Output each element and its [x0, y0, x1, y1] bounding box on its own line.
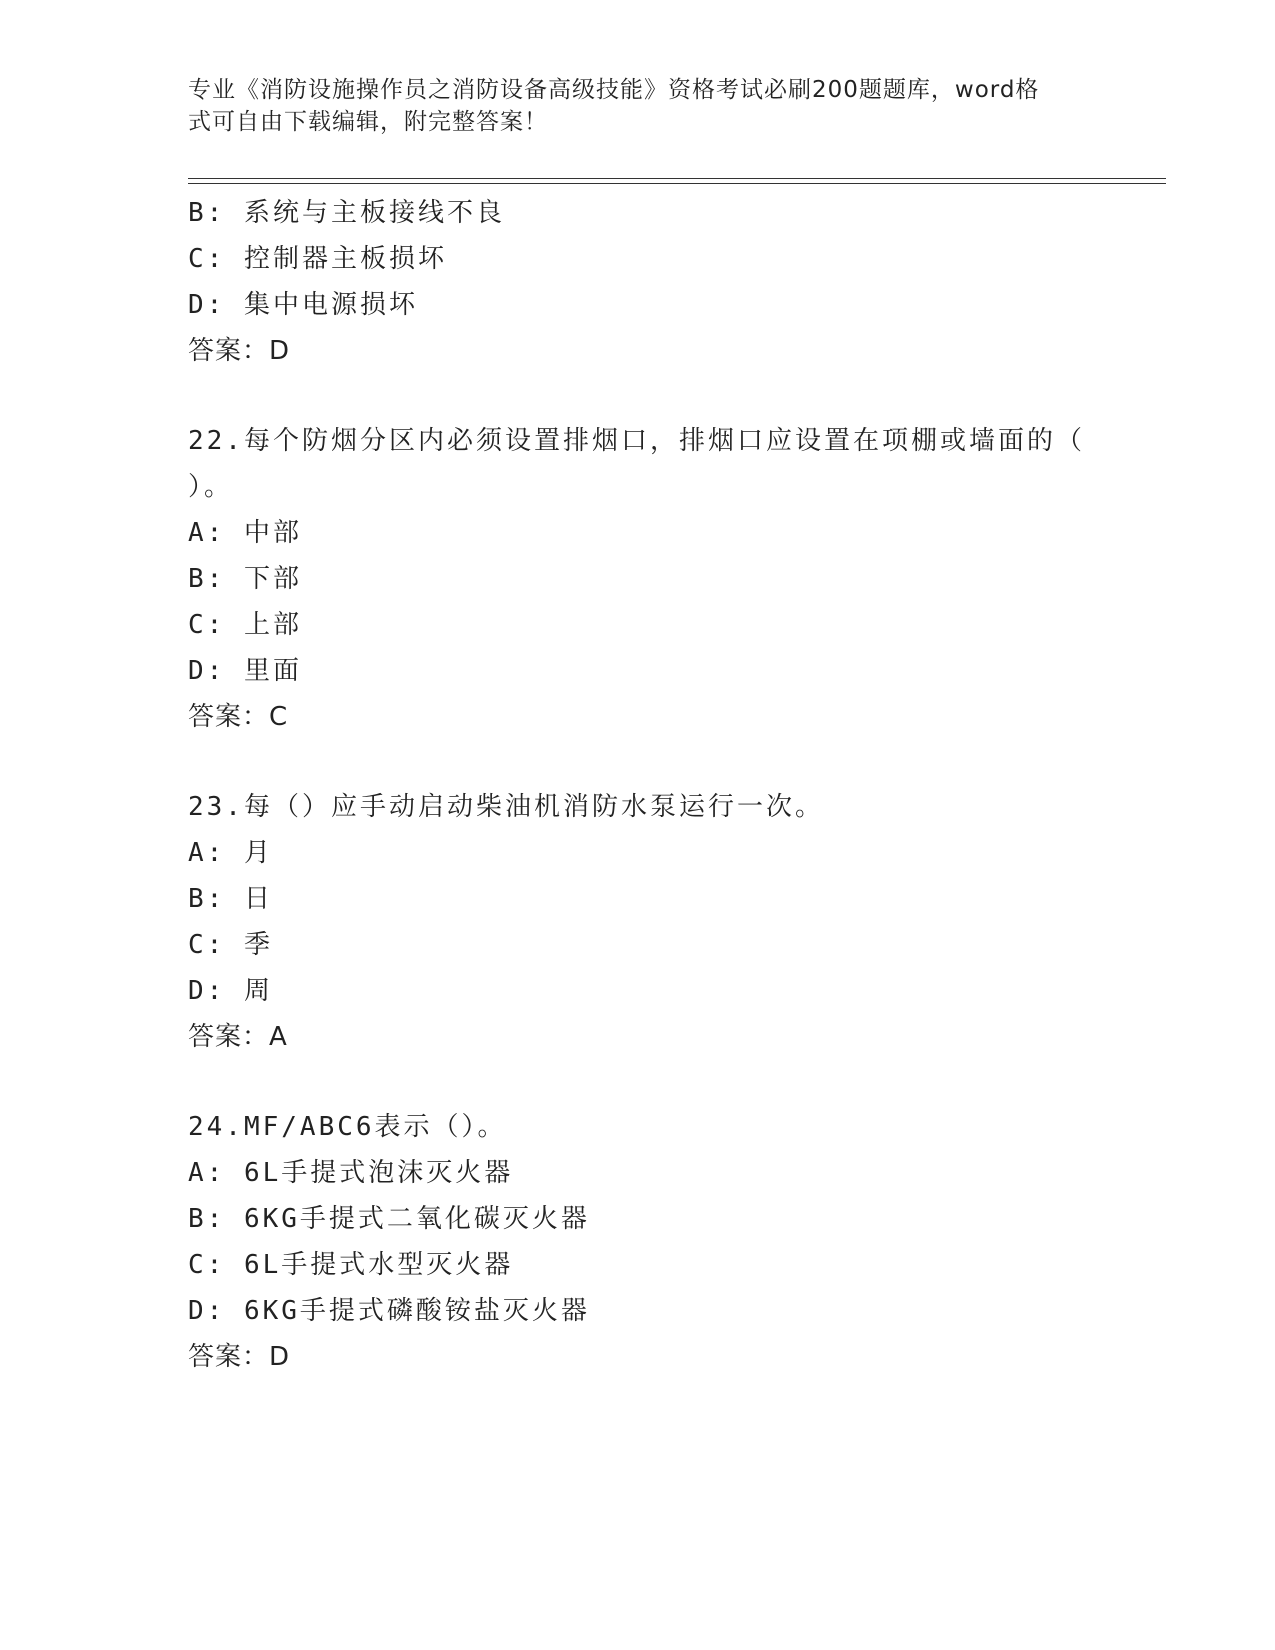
- question-21-tail: [188, 190, 1088, 374]
- question-24: [188, 1104, 1088, 1380]
- header-line-1: 专业《消防设施操作员之消防设备高级技能》资格考试必刷200题题库，word格: [188, 77, 1040, 103]
- answer-label: 答案：D: [188, 336, 291, 366]
- answer-label: 答案：A: [188, 1022, 288, 1052]
- document-header: [188, 74, 1068, 138]
- option-a: A: 中部: [188, 518, 302, 548]
- option-d: D: 里面: [188, 656, 302, 686]
- option-d: D: 6KG手提式磷酸铵盐灭火器: [188, 1296, 590, 1326]
- question-stem-continued: ）。: [188, 472, 234, 502]
- question-spacer: [188, 374, 1088, 418]
- header-divider-bottom: [188, 183, 1166, 184]
- answer-label: 答案：D: [188, 1342, 291, 1372]
- option-c: C: 控制器主板损坏: [188, 244, 447, 274]
- option-b: B: 6KG手提式二氧化碳灭火器: [188, 1204, 590, 1234]
- option-d: D: 集中电源损坏: [188, 290, 418, 320]
- option-d: D: 周: [188, 976, 273, 1006]
- option-c: C: 季: [188, 930, 273, 960]
- question-spacer: [188, 1060, 1088, 1104]
- option-b: B: 下部: [188, 564, 302, 594]
- option-c: C: 6L手提式水型灭火器: [188, 1250, 514, 1280]
- header-divider-top: [188, 178, 1166, 179]
- option-b: B: 系统与主板接线不良: [188, 198, 505, 228]
- option-a: A: 6L手提式泡沫灭火器: [188, 1158, 514, 1188]
- question-23: [188, 784, 1088, 1060]
- question-stem: 22.每个防烟分区内必须设置排烟口，排烟口应设置在项棚或墙面的（: [188, 426, 1085, 456]
- question-list: [188, 190, 1088, 1380]
- option-c: C: 上部: [188, 610, 302, 640]
- question-stem: 24.MF/ABC6表示（）。: [188, 1112, 507, 1142]
- option-a: A: 月: [188, 838, 273, 868]
- question-spacer: [188, 740, 1088, 784]
- answer-label: 答案：C: [188, 702, 289, 732]
- question-stem: 23.每（）应手动启动柴油机消防水泵运行一次。: [188, 792, 824, 822]
- question-22: [188, 418, 1088, 740]
- option-b: B: 日: [188, 884, 273, 914]
- header-line-2: 式可自由下载编辑，附完整答案！: [188, 109, 548, 135]
